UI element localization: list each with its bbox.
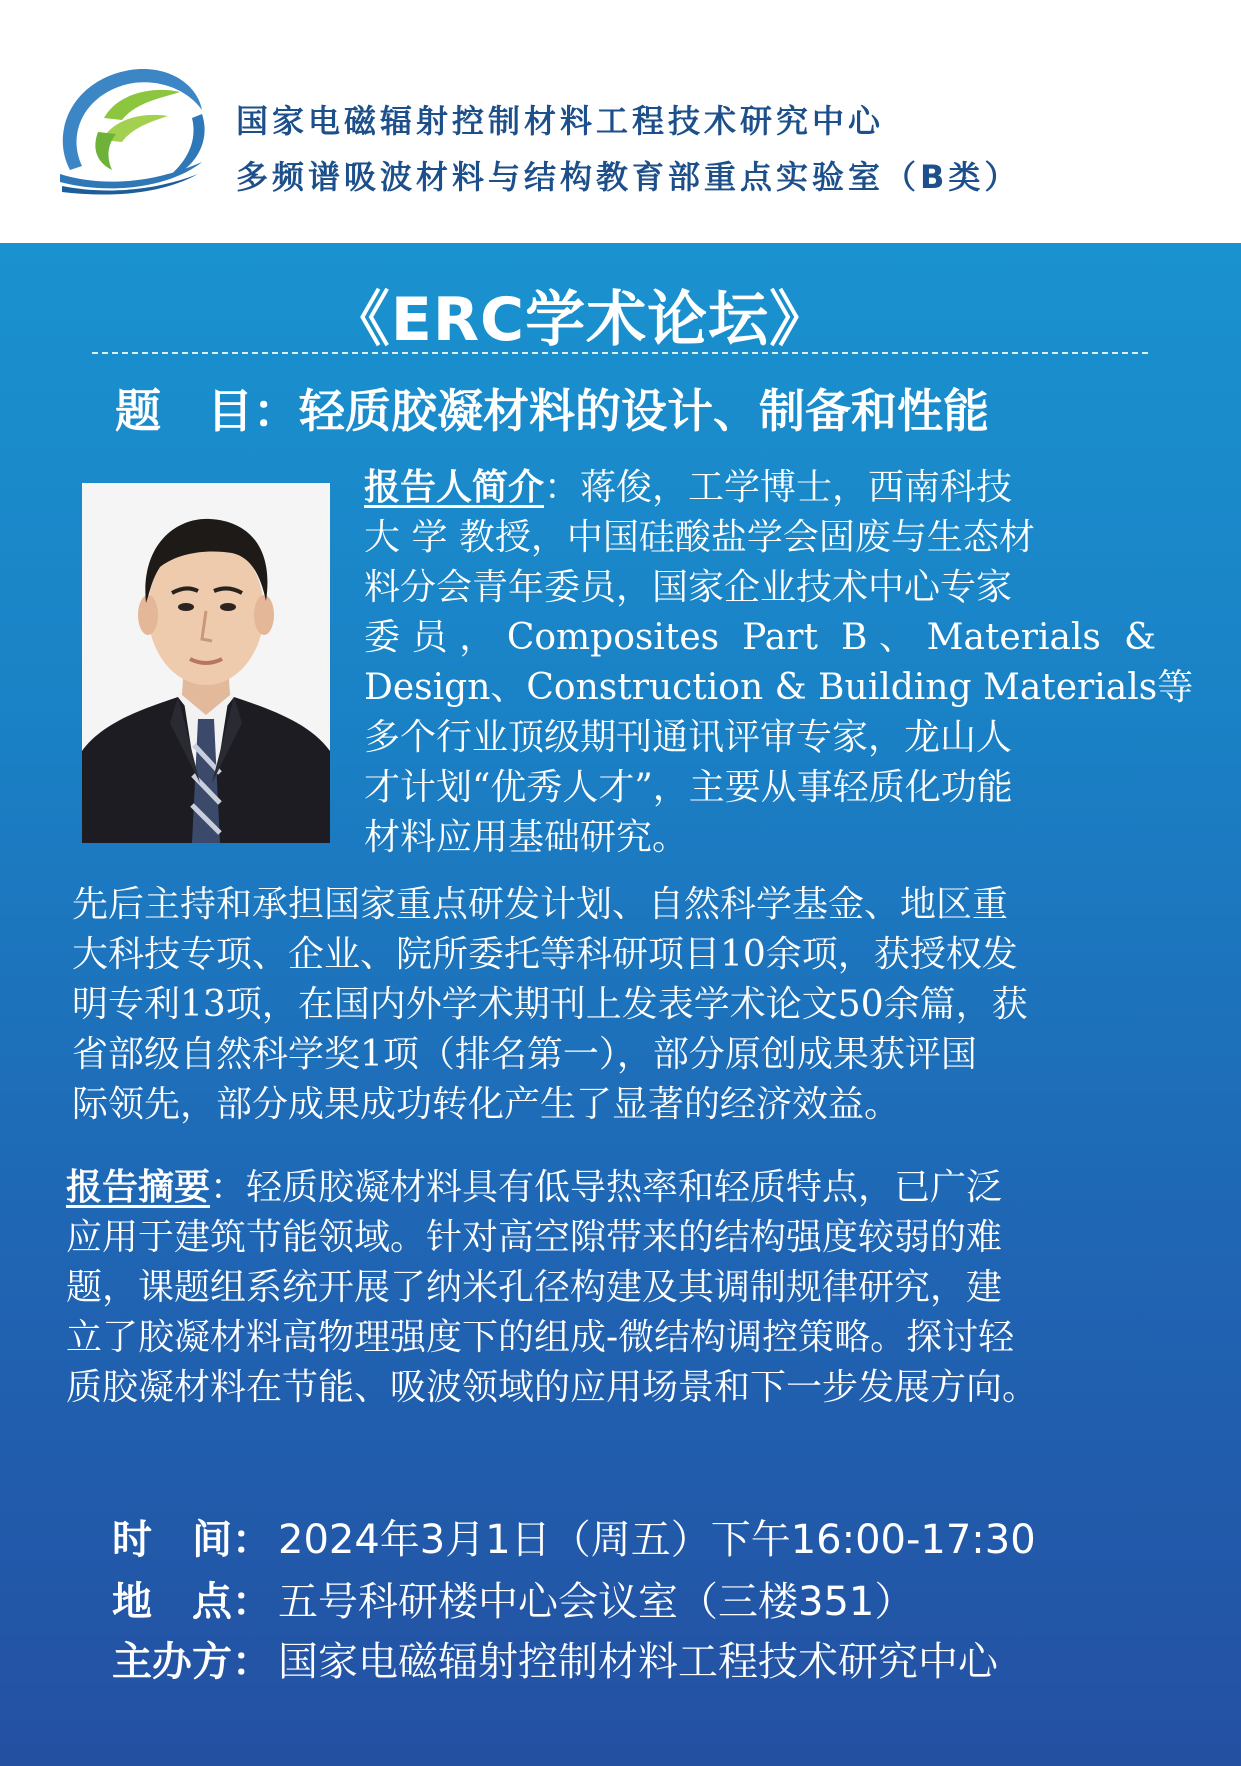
time-value: 2024年3月1日（周五）下午16:00-17:30 (278, 1517, 1036, 1563)
divider (92, 352, 1148, 354)
abstract-line-2: 应用于建筑节能领域。针对高空隙带来的结构强度较弱的难 (66, 1217, 1003, 1258)
event-place (112, 1570, 914, 1627)
bio-line-2: 大 学 教授，中国硅酸盐学会固废与生态材 (364, 517, 1035, 558)
bio-line-7: 才计划“优秀人才”，主要从事轻质化功能 (364, 767, 1013, 808)
place-label: 地 点： (112, 1579, 272, 1625)
speaker-bio (364, 463, 1194, 863)
logo-icon (52, 62, 207, 195)
abstract-colon: ： (210, 1167, 247, 1208)
bio-line-6: 多个行业顶级期刊通讯评审专家，龙山人 (364, 717, 1013, 758)
event-time (112, 1508, 1036, 1565)
abstract-line-4: 立了胶凝材料高物理强度下的组成-微结构调控策略。探讨轻 (66, 1317, 1015, 1358)
host-value: 国家电磁辐射控制材料工程技术研究中心 (278, 1639, 998, 1685)
abstract-paragraph (66, 1163, 1196, 1413)
bio-colon: ： (544, 467, 581, 508)
org-name-line2: 多频谱吸波材料与结构教育部重点实验室（B类） (236, 158, 1021, 196)
host-label: 主办方： (112, 1639, 272, 1685)
achievement-line-3: 明专利13项，在国内外学术期刊上发表学术论文50余篇，获 (72, 984, 1028, 1025)
event-host (112, 1630, 998, 1687)
bio-line-4: 委员，Composites Part B、Materials & (364, 617, 1156, 658)
topic (115, 375, 989, 441)
bio-line-3: 料分会青年委员，国家企业技术中心专家 (364, 567, 1013, 608)
achievement-line-4: 省部级自然科学奖1项（排名第一），部分原创成果获评国 (72, 1034, 977, 1075)
abstract-text-1: 轻质胶凝材料具有低导热率和轻质特点，已广泛 (246, 1167, 1003, 1208)
topic-value: 轻质胶凝材料的设计、制备和性能 (299, 384, 989, 438)
abstract-line-1 (66, 1163, 1196, 1213)
time-label: 时 间： (112, 1517, 272, 1563)
bio-line-1 (364, 463, 1156, 513)
topic-label: 题 目： (115, 384, 299, 438)
speaker-photo (82, 483, 330, 843)
abstract-line-3: 题，课题组系统开展了纳米孔径构建及其调制规律研究，建 (66, 1267, 1003, 1308)
achievement-line-1: 先后主持和承担国家重点研发计划、自然科学基金、地区重 (72, 884, 1009, 925)
achievements-paragraph (72, 880, 1172, 1130)
forum-title: 《ERC学术论坛》 (329, 285, 831, 355)
abstract-line-5: 质胶凝材料在节能、吸波领域的应用场景和下一步发展方向。 (66, 1367, 1039, 1408)
speaker-portrait-icon (82, 483, 330, 843)
org-name-line1: 国家电磁辐射控制材料工程技术研究中心 (236, 102, 885, 140)
bio-label: 报告人简介 (364, 467, 545, 508)
bio-line-8: 材料应用基础研究。 (364, 817, 689, 858)
place-value: 五号科研楼中心会议室（三楼351） (278, 1579, 915, 1625)
header (0, 0, 1241, 243)
achievement-line-2: 大科技专项、企业、院所委托等科研项目10余项，获授权发 (72, 934, 1018, 975)
bio-text-1: 蒋俊，工学博士，西南科技 (580, 467, 1013, 508)
achievement-line-5: 际领先，部分成果成功转化产生了显著的经济效益。 (72, 1084, 901, 1125)
abstract-label: 报告摘要 (66, 1167, 211, 1208)
bio-line-5: Design、Construction & Building Materials等 (364, 667, 1194, 708)
